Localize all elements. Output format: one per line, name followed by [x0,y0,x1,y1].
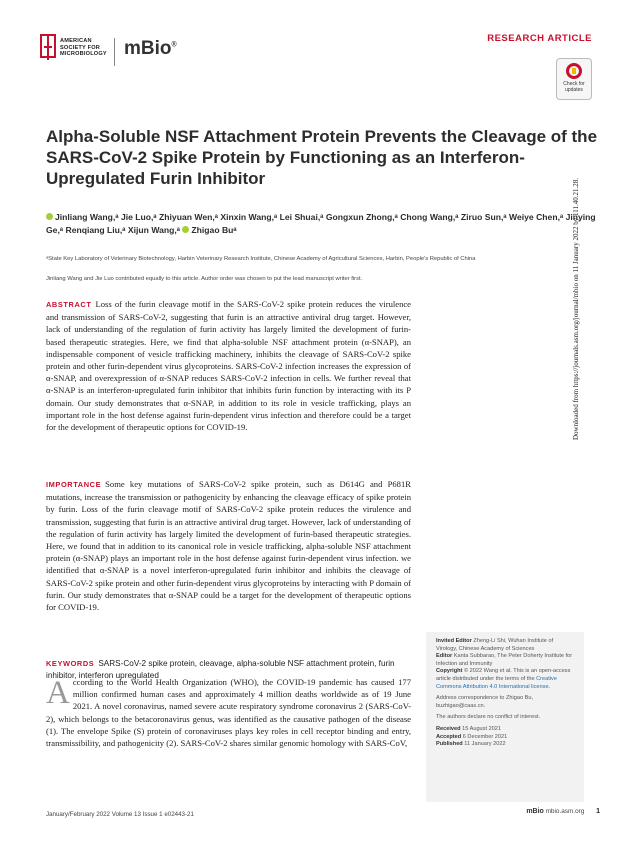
dropcap: A [46,675,70,711]
correspondence: Address correspondence to Zhigao Bu, buzhigao@caas.cn. [436,695,534,709]
page-number: 1 [596,808,600,815]
crossmark-label: Check for updates [563,81,585,93]
body-paragraph [46,676,411,749]
invited-editor: Invited Editor Zheng-Li Shi, Wuhan Institute of Virology, Chinese Academy of Sciences [436,638,554,652]
journal-logo[interactable]: mBio® [124,38,177,59]
check-for-updates-button[interactable] [556,58,592,100]
logo-divider [114,38,115,66]
abstract-text: Loss of the furin cleavage motif in the SARS-CoV-2 spike protein reduces the virulence and transmission of SARS-CoV-2, suggesting that furin is an attractive antiviral drug target. However, lack of understanding of the regulation of furin activity has largely limited the development of furin-based therapeutic strategies. Here, we find that alpha-soluble NSF attachment protein (α-SNAP), an indispensable component of vesicle trafficking machinery, inhibits the cleavage of SARS-CoV-2 spike protein and other furin-dependent virus glycoproteins. SARS-CoV-2 infection increases the expression of α-SNAP, and overexpression of α-SNAP reduces SARS-CoV-2 infection in cells. We further reveal that α-SNAP is an interferon-upregulated furin inhibitor that inhibits furin function by interacting with its P domain. Our study demonstrates that α-SNAP, in addition to its role in vesicle trafficking, plays an important role in the host defense against furin-dependent virus infection and therefore could be a target for the development of therapeutic options for COVID-19. [46,299,411,433]
keywords-text: SARS-CoV-2 spike protein, cleavage, alpha-soluble NSF attachment protein, furin inhibitor, interferon upregulated [46,659,395,680]
conflict-statement: The authors declare no conflict of interest. [436,714,541,721]
footer-journal-logo: mBio [526,808,544,815]
article-info-sidebar [426,632,584,802]
keywords-label: KEYWORDS [46,659,95,668]
body-text: ccording to the World Health Organization (WHO), the COVID-19 pandemic has caused 177 million confirmed human cases and approximately 4 million deaths worldwide as of 19 June 2021. A novel coronavirus, named severe acute respiratory syndrome coronavirus 2 (SARS-CoV-2), which belongs to the betacoronavirus genus, was identified as the causative pathogen of the disease (1). The envelope Spike (S) protein of coronaviruses plays key roles in cell receptor binding and entry, transmissibility, and pathogenicity (2). SARS-CoV-2 shares similar genomic homology with SARS-CoV, [46,677,411,749]
society-line: SOCIETY FOR [60,44,101,51]
corresponding-author: Zhigao Buᵃ [191,225,237,235]
received-date: Received 15 August 2021 [436,725,502,732]
site-link[interactable]: mbio.asm.org [545,808,585,815]
crossmark-icon [566,63,582,79]
download-watermark: Downloaded from https://journals.asm.org/journal/mbio on 11 January 2022 by 111.40.21.28. [572,178,580,440]
affiliation: ᵃState Key Laboratory of Veterinary Biotechnology, Harbin Veterinary Research Institute, Chinese Academy of Agricultural Sciences, Harbin, People's Republic of China [46,256,476,262]
importance-label: IMPORTANCE [46,480,102,489]
orcid-icon[interactable] [182,226,189,233]
editor: Editor Kanta Subbarao, The Peter Doherty Institute for Infection and Immunity [436,653,573,667]
accepted-date: Accepted 6 December 2021 [436,733,508,740]
issue-info: January/February 2022 Volume 13 Issue 1 e02443-21 [46,811,194,818]
importance-text: Some key mutations of SARS-CoV-2 spike protein, such as D614G and P681R mutations, increase the transmission or pathogenicity by enhancing the cleavage efficacy of spike protein by furin. Loss of the furin cleavage motif of SARS-CoV-2 spike protein reduces the virulence and transmission, suggesting that furin is an attractive antiviral drug target. However, lack of understanding of the regulation of furin activity has largely limited the development of furin-based therapeutic strategies. Here, we found that in addition to its canonical role in vesicle trafficking, alpha-soluble NSF attachment protein (α-SNAP) plays an important role in the host defense against furin-dependent virus infection. we identified that α-SNAP is a novel interferon-upregulated furin inhibitor and inhibits the cleavage of SARS-CoV-2 spike protein and other furin-dependent virus glycoproteins by interacting with P domain of furin. Our study demonstrates that α-SNAP could be a target for the development of therapeutic options for COVID-19. [46,479,411,613]
author-list [46,211,606,237]
society-name [60,38,107,58]
society-line: AMERICAN [60,38,92,44]
importance [46,478,411,613]
abstract-label: ABSTRACT [46,300,92,309]
orcid-icon[interactable] [46,213,53,220]
copyright: Copyright © 2022 Wang et al. This is an open-access article distributed under the terms of the Creative Commons Attribution 4.0 International license. [436,668,571,690]
license-link[interactable]: Creative Commons Attribution 4.0 International license [436,675,557,690]
published-date: Published 11 January 2022 [436,741,506,748]
authors-text: Jinliang Wang,ᵃ Jie Luo,ᵃ Zhiyuan Wen,ᵃ Xinxin Wang,ᵃ Lei Shuai,ᵃ Gongxun Zhong,ᵃ Chong Wang,ᵃ Ziruo Sun,ᵃ Weiye Chen,ᵃ Jinying Ge,ᵃ Renqiang Liu,ᵃ Xijun Wang,ᵃ [46,212,596,235]
abstract [46,298,411,433]
footer-site [526,808,600,815]
society-line: MICROBIOLOGY [60,51,107,58]
contribution-note: Jinliang Wang and Jie Luo contributed equally to this article. Author order was chosen to put the lead manuscript writer first. [46,276,363,282]
asm-logo [40,34,106,76]
asm-flask-icon [40,34,56,58]
article-title: Alpha-Soluble NSF Attachment Protein Prevents the Cleavage of the SARS-CoV-2 Spike Protein by Functioning as an Interferon-Upregulated Furin Inhibitor [46,127,598,188]
article-type-label: RESEARCH ARTICLE [487,33,592,44]
